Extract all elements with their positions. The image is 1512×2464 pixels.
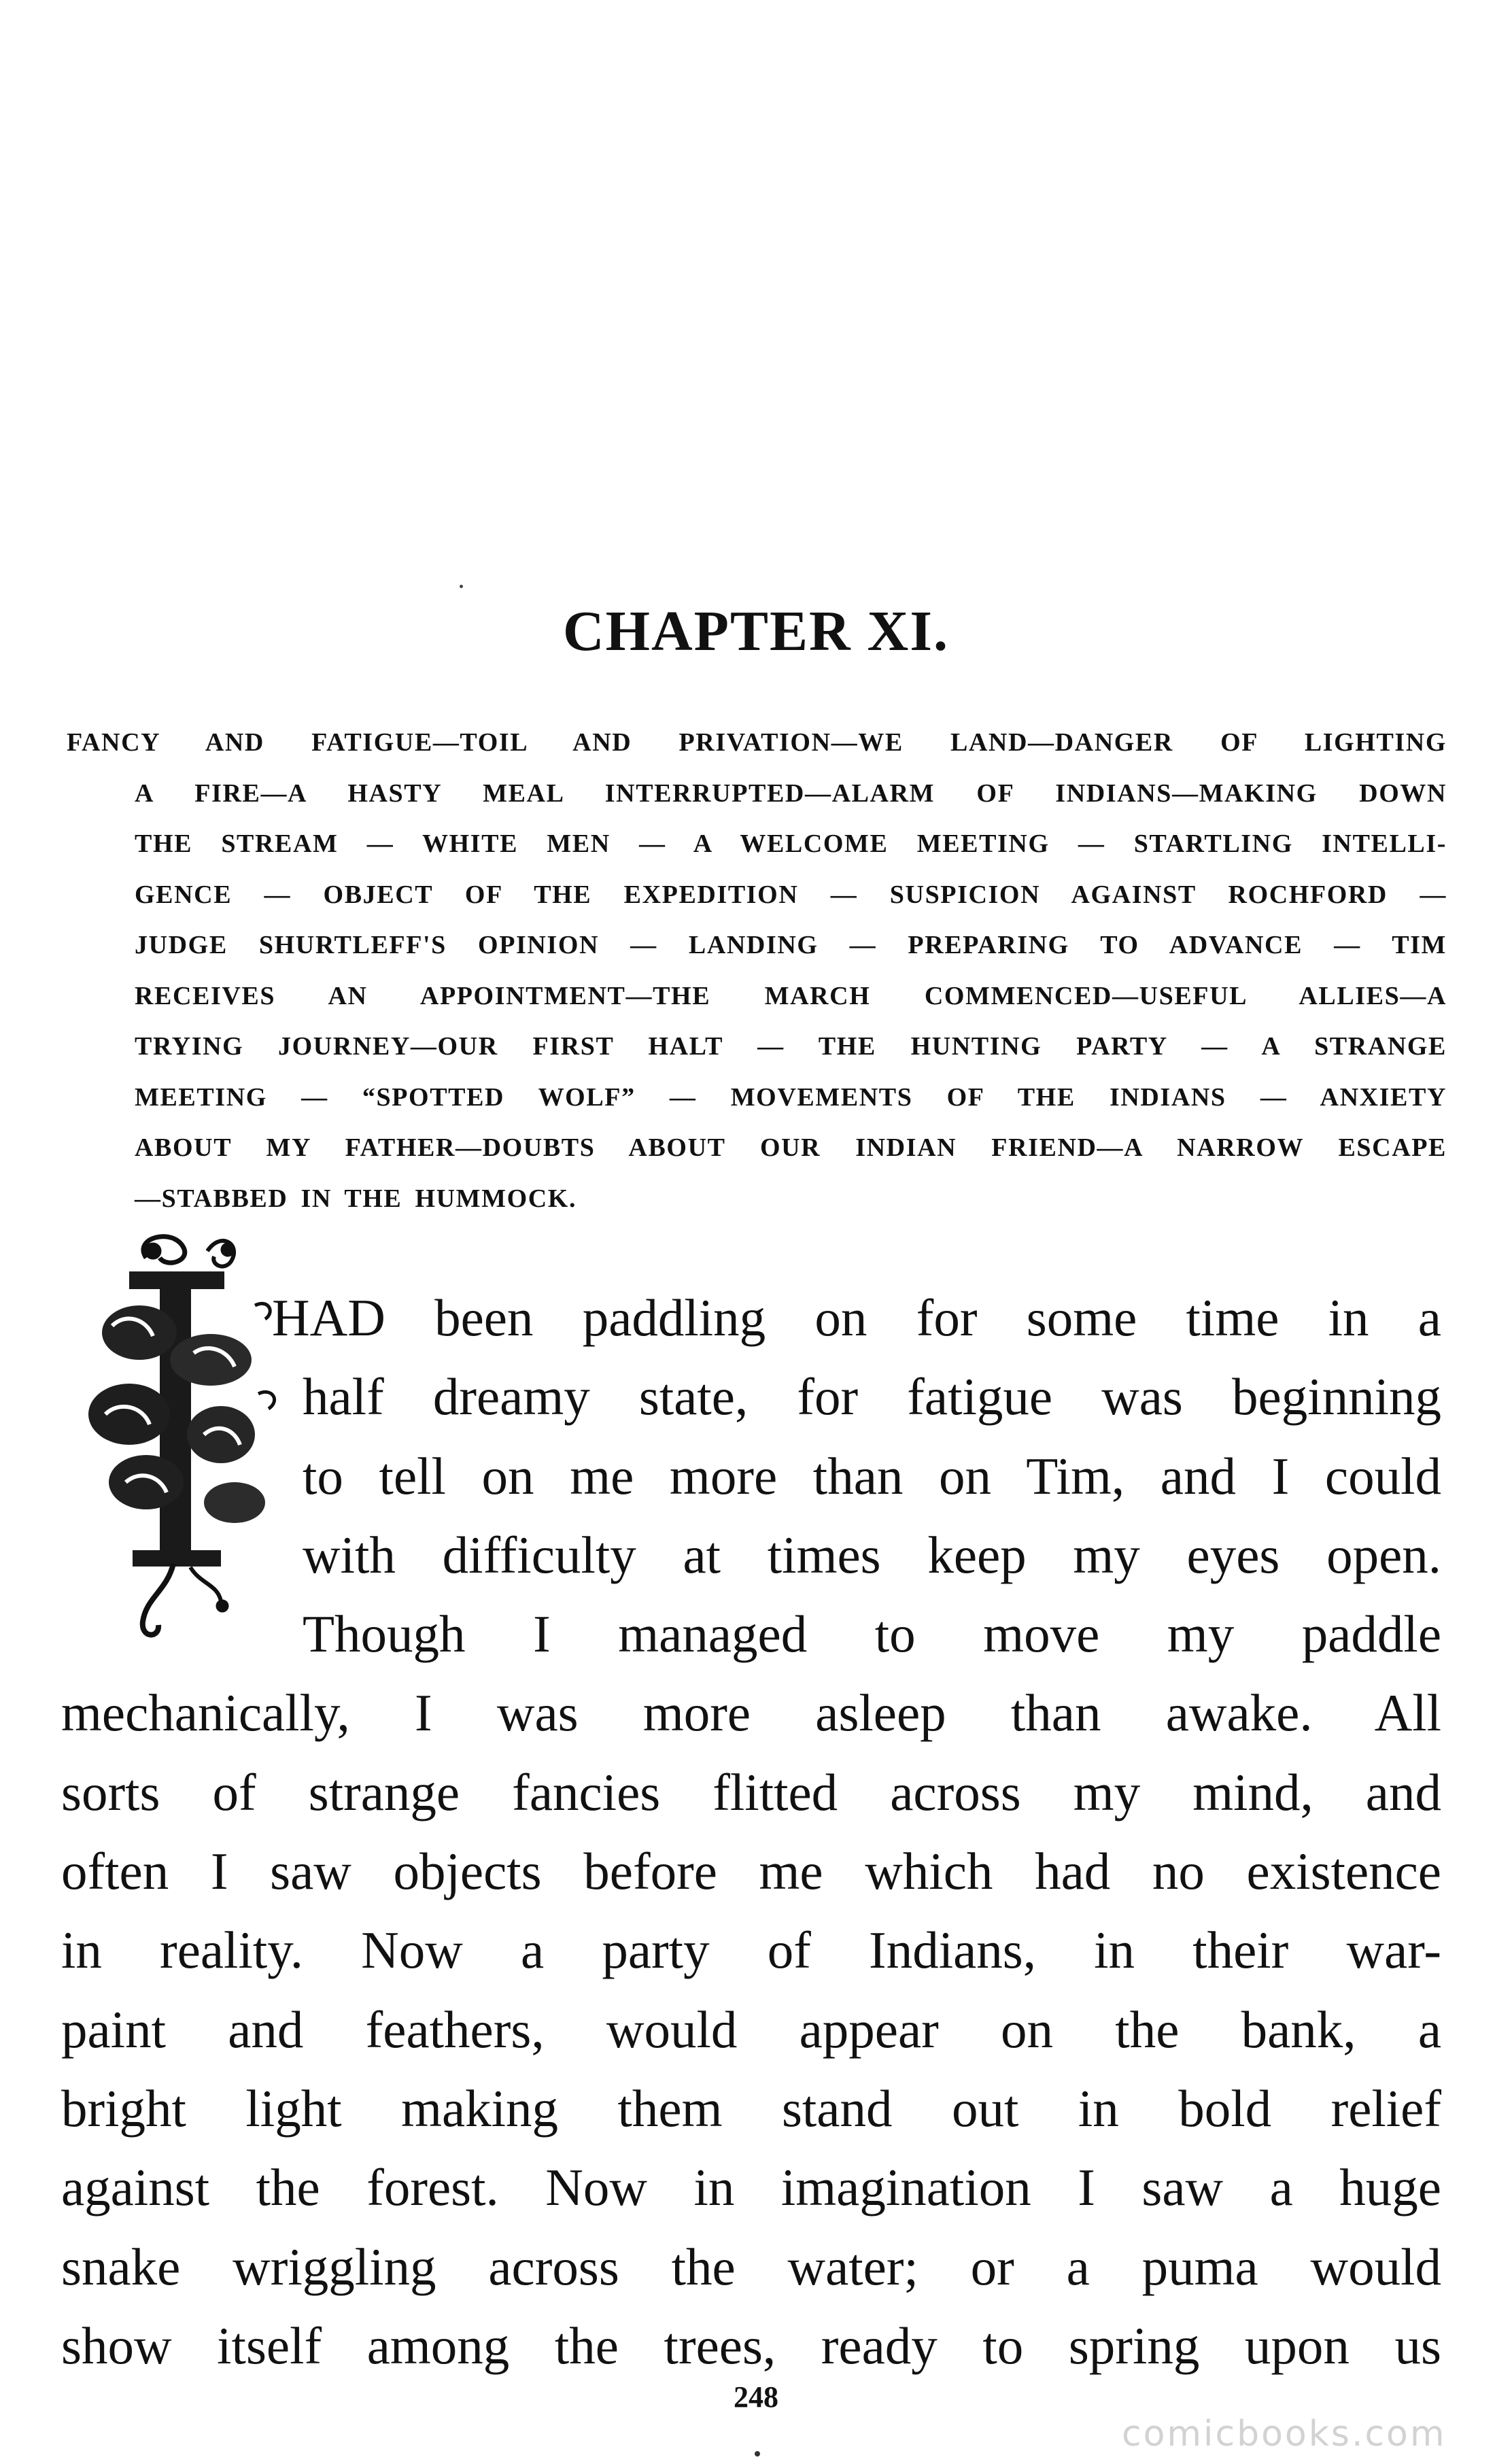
- body-line: sorts of strange fancies flitted across my mind, and: [61, 1762, 1441, 1821]
- chapter-title: CHAPTER XI.: [562, 600, 950, 663]
- print-speck: [755, 2451, 760, 2457]
- body-line: often I saw objects before me which had no existence: [61, 1842, 1441, 1901]
- body-line: snake wriggling across the water; or a puma would: [61, 2237, 1441, 2296]
- synopsis-line: THE STREAM — WHITE MEN — A WELCOME MEETING — STARTLING INTELLI-: [135, 829, 1447, 858]
- synopsis-line: FANCY AND FATIGUE—TOIL AND PRIVATION—WE LAND—DANGER OF LIGHTING: [67, 728, 1447, 757]
- synopsis-line: JUDGE SHURTLEFF'S OPINION — LANDING — PREPARING TO ADVANCE — TIM: [135, 931, 1447, 959]
- body-line: to tell on me more than on Tim, and I could: [303, 1446, 1441, 1505]
- synopsis-line: A FIRE—A HASTY MEAL INTERRUPTED—ALARM OF INDIANS—MAKING DOWN: [135, 778, 1447, 808]
- body-line: HAD been paddling on for some time in a: [272, 1288, 1441, 1347]
- body-line: with difficulty at times keep my eyes open.: [303, 1525, 1441, 1584]
- body-line: bright light making them stand out in bold relief: [61, 2078, 1441, 2138]
- body-line: Though I managed to move my paddle: [303, 1605, 1441, 1664]
- body-line: in reality. Now a party of Indians, in their war-: [61, 1921, 1441, 1980]
- synopsis-line: —STABBED IN THE HUMMOCK.: [135, 1184, 577, 1213]
- body-line: show itself among the trees, ready to spring upon us: [61, 2316, 1441, 2375]
- synopsis-line: TRYING JOURNEY—OUR FIRST HALT — THE HUNTING PARTY — A STRANGE: [135, 1032, 1447, 1061]
- body-text: [61, 1278, 1441, 2385]
- body-line: half dreamy state, for fatigue was beginning: [303, 1367, 1441, 1426]
- print-speck: [460, 585, 463, 588]
- chapter-synopsis: [67, 717, 1447, 1224]
- body-line: paint and feathers, would appear on the bank, a: [61, 2000, 1441, 2059]
- synopsis-line: RECEIVES AN APPOINTMENT—THE MARCH COMMENCED—USEFUL ALLIES—A: [135, 981, 1447, 1010]
- body-line: against the forest. Now in imagination I saw a huge: [61, 2158, 1441, 2217]
- synopsis-line: GENCE — OBJECT OF THE EXPEDITION — SUSPICION AGAINST ROCHFORD —: [135, 880, 1447, 909]
- watermark: comicbooks.com: [1122, 2414, 1447, 2454]
- synopsis-line: MEETING — “SPOTTED WOLF” — MOVEMENTS OF THE INDIANS — ANXIETY: [135, 1082, 1447, 1112]
- body-line: mechanically, I was more asleep than awake. All: [61, 1683, 1441, 1743]
- synopsis-line: ABOUT MY FATHER—DOUBTS ABOUT OUR INDIAN FRIEND—A NARROW ESCAPE: [135, 1133, 1447, 1162]
- page-number: 248: [734, 2380, 778, 2414]
